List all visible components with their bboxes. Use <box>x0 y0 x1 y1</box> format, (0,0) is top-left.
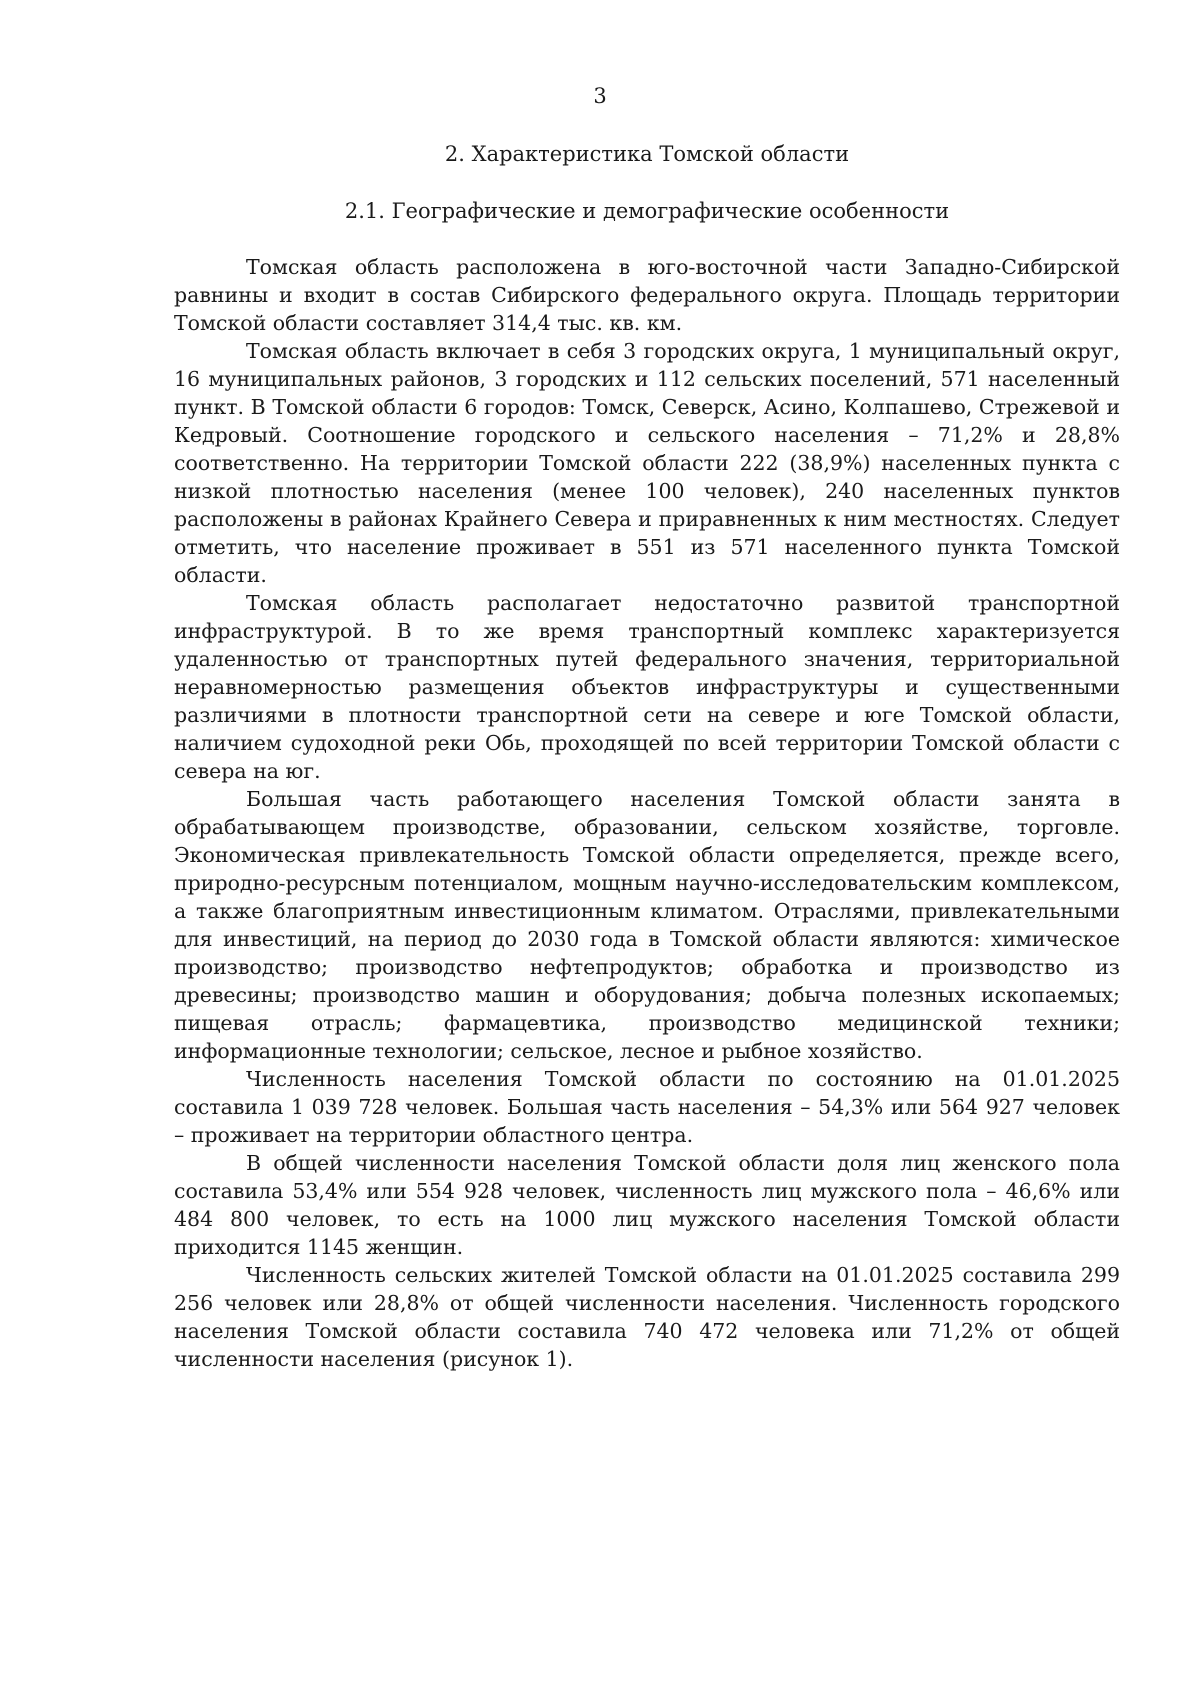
paragraph: Томская область включает в себя 3 городских округа, 1 муниципальный округ, 16 муниципальных районов, 3 городских и 112 сельских поселений, 571 населенный пункт. В Томской области 6 городов: Томск, Северск, Асино, Колпашево, Стрежевой и Кедровый. Соотношение городского и сельского населения – 71,2% и 28,8% соответственно. На территории Томской области 222 (38,9%) населенных пункта с низкой плотностью населения (менее 100 человек), 240 населенных пунктов расположены в районах Крайнего Севера и приравненных к ним местностях. Следует отметить, что население проживает в 551 из 571 населенного пункта Томской области. <box>174 339 1120 587</box>
document-body <box>174 253 1120 1373</box>
section-title: 2. Характеристика Томской области <box>444 142 850 166</box>
page-number: 3 <box>593 84 607 108</box>
paragraph: В общей численности населения Томской области доля лиц женского пола составила 53,4% или 554 928 человек, численность лиц мужского пола – 46,6% или 484 800 человек, то есть на 1000 лиц мужского населения Томской области приходится 1145 женщин. <box>174 1151 1120 1259</box>
paragraph: Численность сельских жителей Томской области на 01.01.2025 составила 299 256 человек или 28,8% от общей численности населения. Численность городского населения Томской области составила 740 472 человека или 71,2% от общей численности населения (рисунок 1). <box>174 1263 1120 1371</box>
paragraph: Томская область расположена в юго-восточной части Западно-Сибирской равнины и входит в состав Сибирского федерального округа. Площадь территории Томской области составляет 314,4 тыс. кв. км. <box>174 255 1120 335</box>
subsection-title: 2.1. Географические и демографические особенности <box>344 199 950 223</box>
paragraph: Большая часть работающего населения Томской области занята в обрабатывающем производстве, образовании, сельском хозяйстве, торговле. Экономическая привлекательность Томской области определяется, прежде всего, природно-ресурсным потенциалом, мощным научно-исследовательским комплексом, а также благоприятным инвестиционным климатом. Отраслями, привлекательными для инвестиций, на период до 2030 года в Томской области являются: химическое производство; производство нефтепродуктов; обработка и производство из древесины; производство машин и оборудования; добыча полезных ископаемых; пищевая отрасль; фармацевтика, производство медицинской техники; информационные технологии; сельское, лесное и рыбное хозяйство. <box>174 787 1120 1063</box>
paragraph: Численность населения Томской области по состоянию на 01.01.2025 составила 1 039 728 человек. Большая часть населения – 54,3% или 564 927 человек – проживает на территории областного центра. <box>174 1067 1120 1147</box>
paragraph: Томская область располагает недостаточно развитой транспортной инфраструктурой. В то же время транспортный комплекс характеризуется удаленностью от транспортных путей федерального значения, территориальной неравномерностью размещения объектов инфраструктуры и существенными различиями в плотности транспортной сети на севере и юге Томской области, наличием судоходной реки Обь, проходящей по всей территории Томской области с севера на юг. <box>174 591 1120 783</box>
